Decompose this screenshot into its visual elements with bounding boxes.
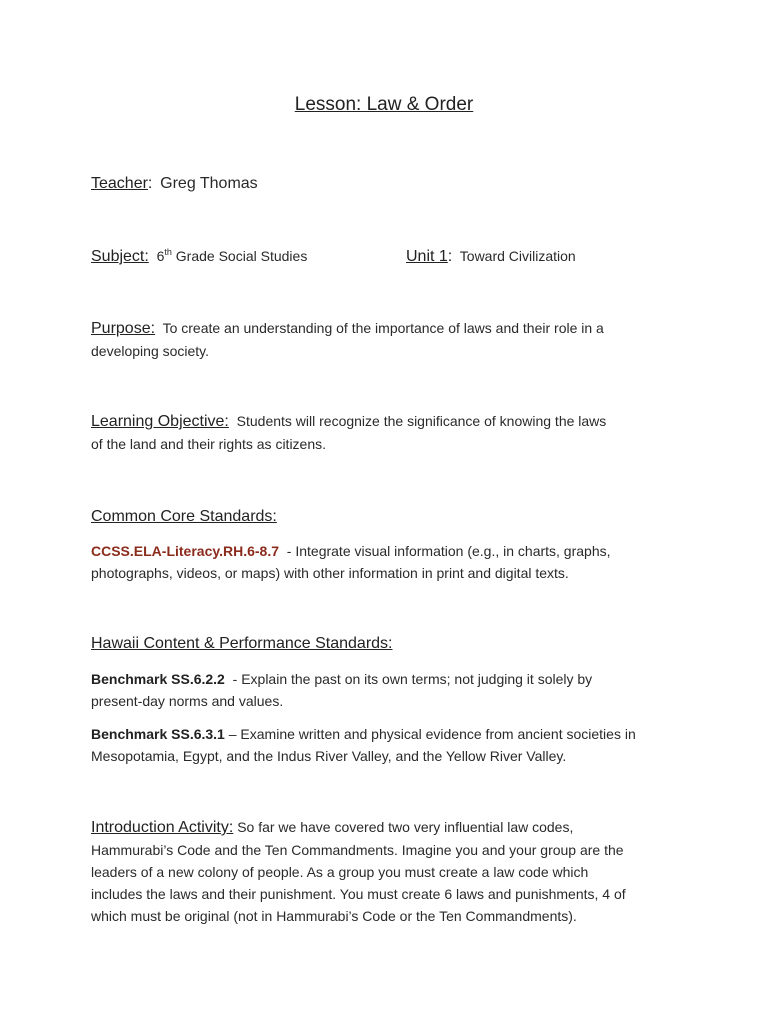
benchmark-1: [91, 668, 686, 712]
benchmark-1-text-2: present-day norms and values.: [91, 693, 284, 709]
objective-label: Learning Objective:: [91, 413, 229, 430]
intro-label: Introduction Activity:: [91, 819, 234, 836]
common-core-heading: [91, 505, 686, 528]
hawaii-heading-text: Hawaii Content & Performance Standards:: [91, 635, 393, 652]
intro-line-5: which must be original (not in Hammurabi’s Code or the Ten Commandments).: [91, 908, 577, 924]
benchmark-1-code: Benchmark SS.6.2.2: [91, 671, 225, 687]
intro-line-1: So far we have covered two very influential law codes,: [237, 819, 574, 835]
objective-block: [91, 410, 686, 455]
teacher-label: Teacher: [91, 175, 148, 192]
unit-colon: :: [447, 248, 453, 265]
common-core-block: [91, 540, 686, 584]
intro-line-2: Hammurabi’s Code and the Ten Commandments. Imagine you and your group are the: [91, 842, 624, 858]
subject-label: Subject:: [91, 248, 149, 265]
benchmark-2: [91, 723, 686, 767]
subject-grade: 6: [156, 248, 165, 264]
intro-line-4: includes the laws and their punishment. You must create 6 laws and punishments, 4 of: [91, 886, 626, 902]
subject-grade-sup: th: [164, 247, 172, 257]
subject-value: Grade Social Studies: [175, 248, 308, 264]
unit-value: Toward Civilization: [459, 248, 576, 264]
common-core-text-2: photographs, videos, or maps) with other information in print and digital texts.: [91, 565, 569, 581]
objective-text-2: of the land and their rights as citizens.: [91, 436, 327, 452]
page-title: Lesson: Law & Order: [294, 94, 474, 115]
benchmark-2-code: Benchmark SS.6.3.1: [91, 726, 225, 742]
purpose-label: Purpose:: [91, 320, 156, 337]
common-core-heading-text: Common Core Standards:: [91, 508, 277, 525]
intro-line-3: leaders of a new colony of people. As a group you must create a law code which: [91, 864, 589, 880]
benchmark-2-text-2: Mesopotamia, Egypt, and the Indus River Valley, and the Yellow River Valley.: [91, 748, 567, 764]
unit-line: [406, 245, 576, 268]
unit-label: Unit 1: [406, 248, 448, 265]
objective-text-1: Students will recognize the significance of knowing the laws: [236, 413, 607, 429]
teacher-name: Greg Thomas: [160, 175, 258, 192]
benchmark-1-text-1: - Explain the past on its own terms; not judging it solely by: [232, 671, 593, 687]
purpose-block: [91, 317, 686, 362]
teacher-line: [91, 172, 686, 195]
teacher-colon: :: [147, 175, 153, 192]
common-core-text-1: - Integrate visual information (e.g., in charts, graphs,: [286, 543, 611, 559]
purpose-text-2: developing society.: [91, 343, 210, 359]
common-core-code: CCSS.ELA-Literacy.RH.6-8.7: [91, 543, 280, 559]
purpose-text-1: To create an understanding of the importance of laws and their role in a: [162, 320, 604, 336]
subject-line: [91, 245, 686, 268]
hawaii-heading: [91, 632, 686, 655]
intro-block: [91, 816, 686, 927]
benchmark-2-text-1: – Examine written and physical evidence from ancient societies in: [228, 726, 636, 742]
